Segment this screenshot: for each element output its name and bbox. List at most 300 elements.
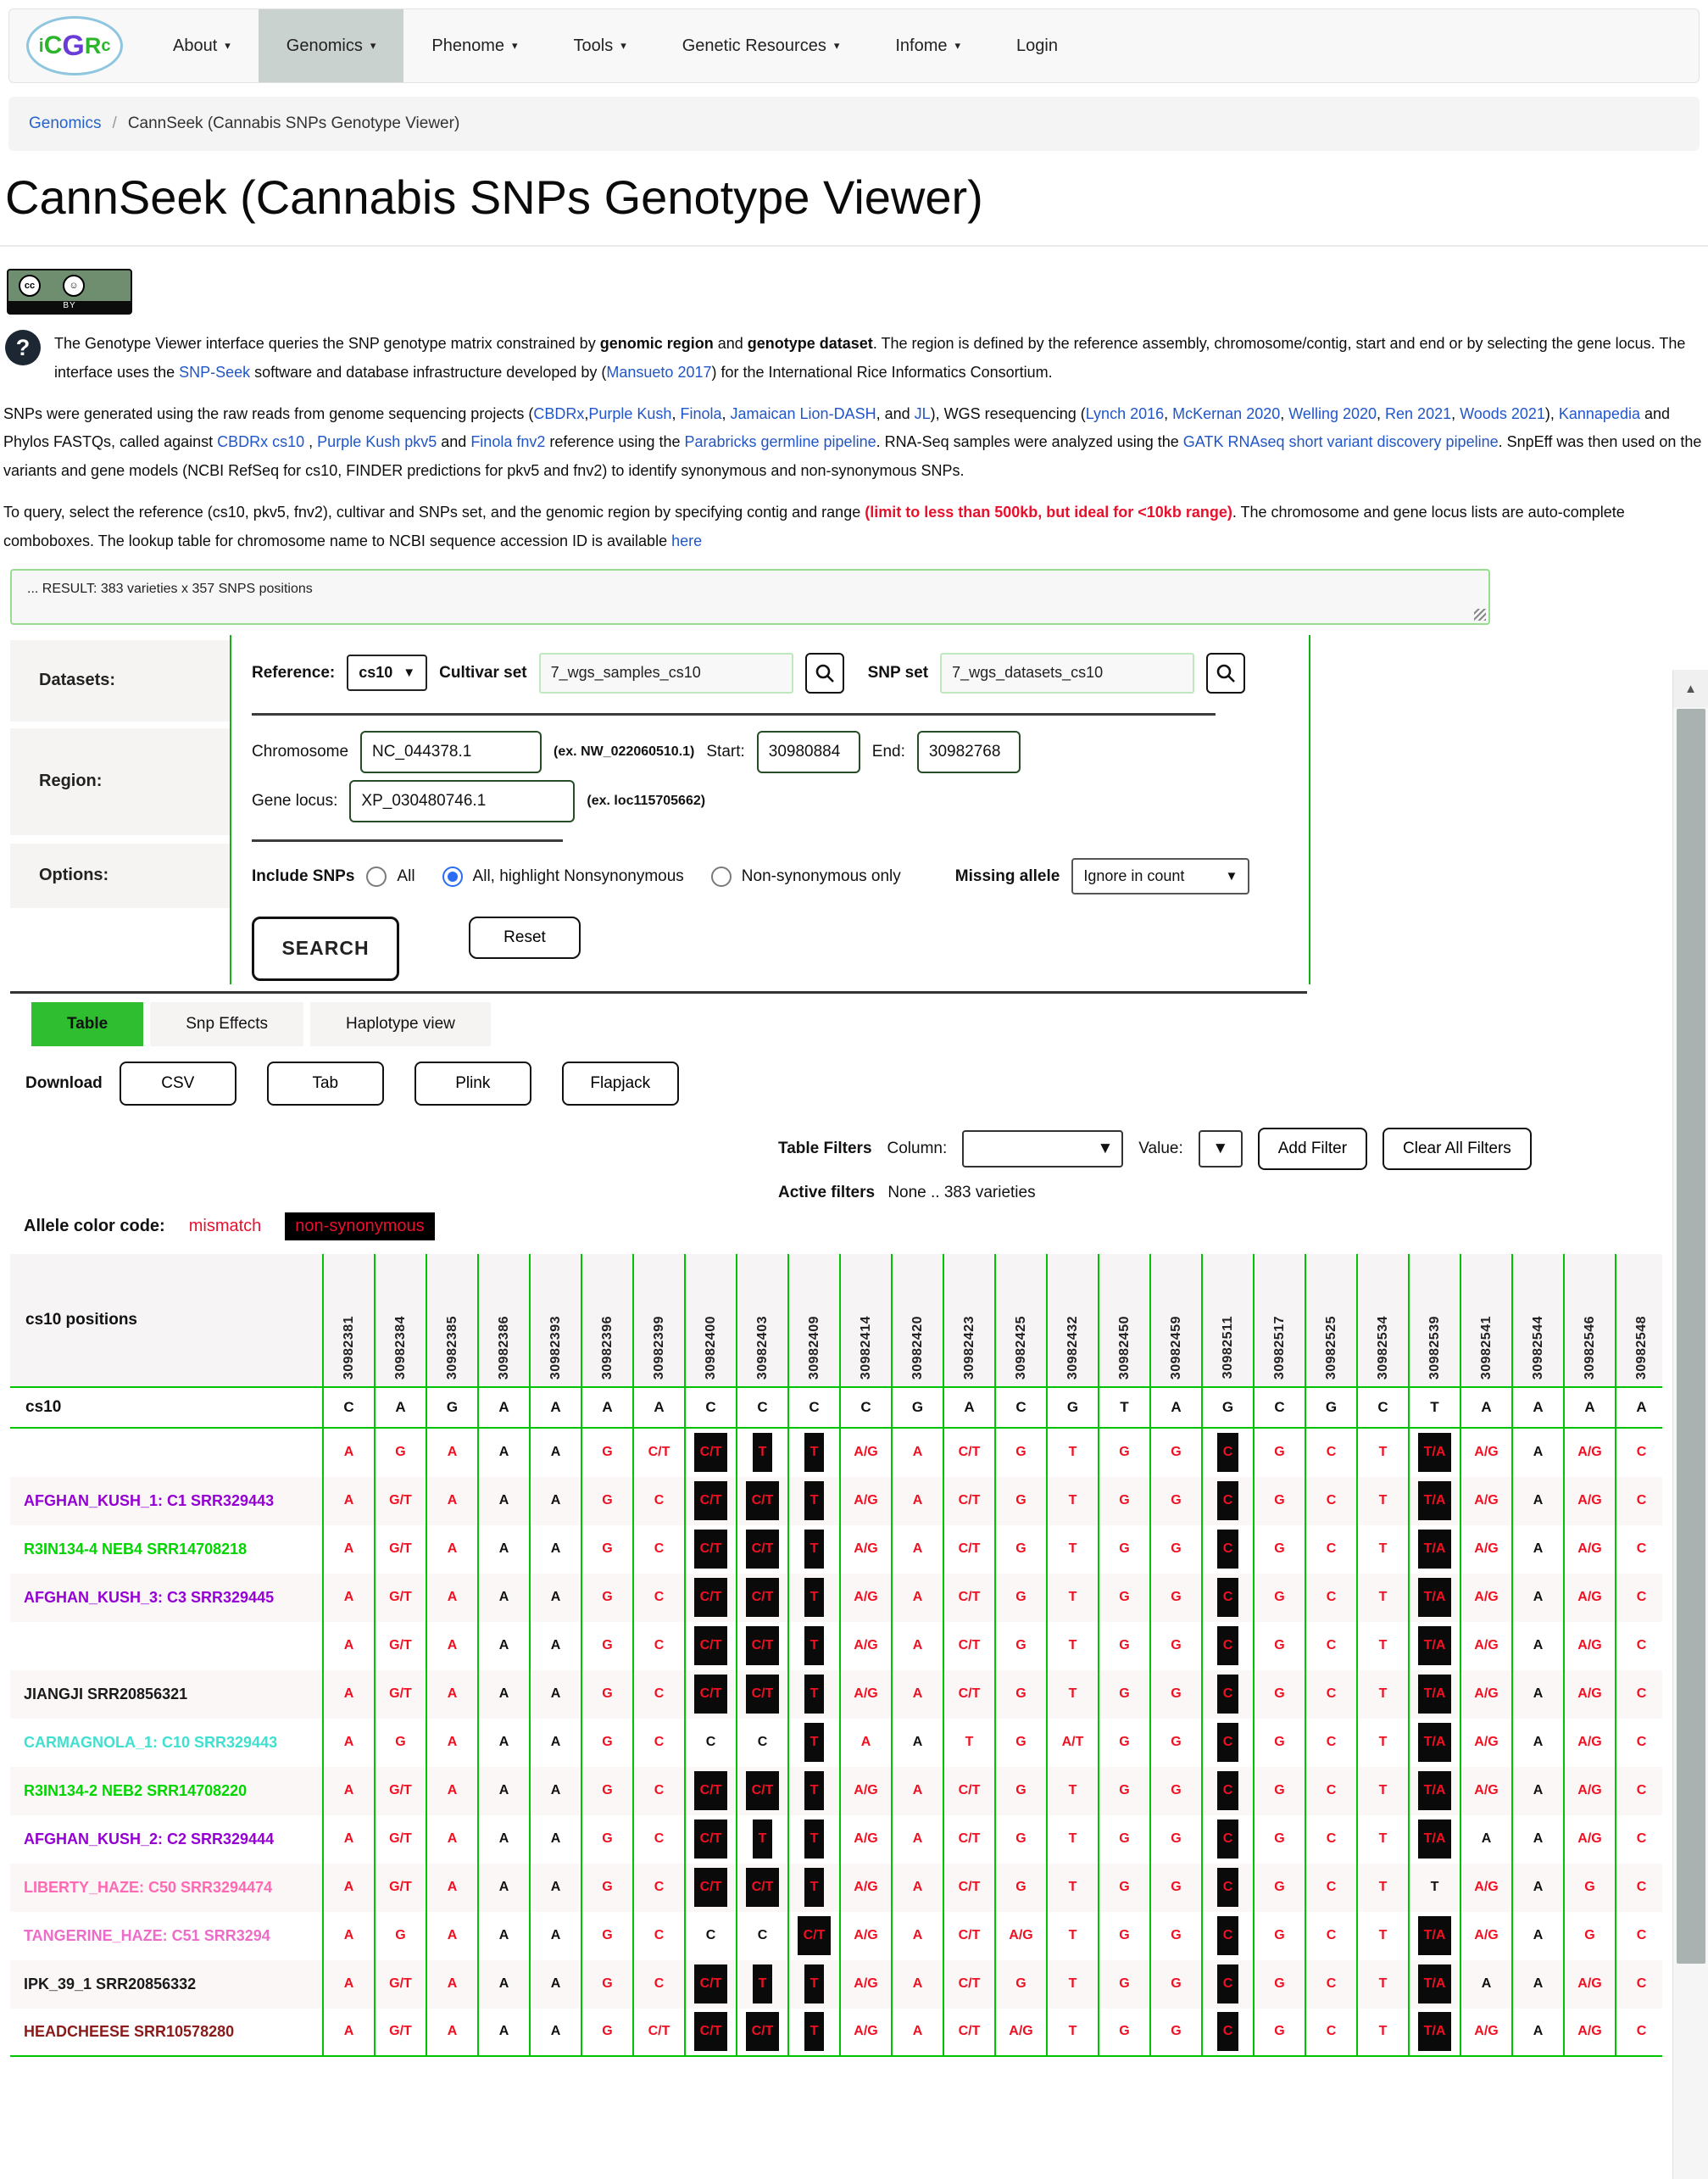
genotype-cell <box>787 1477 839 1525</box>
inline-link[interactable]: Ren 2021 <box>1385 404 1452 422</box>
gene-locus-input[interactable] <box>349 780 575 822</box>
genotype-cell: A <box>322 2009 374 2057</box>
genotype-cell: A <box>1511 1477 1563 1525</box>
genotype-cell: G <box>994 1429 1046 1477</box>
nav-item-login[interactable] <box>988 9 1086 82</box>
genotype-cell: A <box>1511 1622 1563 1670</box>
inline-link[interactable]: Lynch 2016 <box>1085 404 1165 422</box>
filter-value-select[interactable] <box>1199 1130 1243 1168</box>
nonsynonymous-allele: C/T <box>746 1626 780 1665</box>
add-filter-button[interactable]: Add Filter <box>1258 1128 1367 1170</box>
position-value: 30982450 <box>1116 1315 1132 1379</box>
genotype-cell: G <box>994 1574 1046 1622</box>
page-title: CannSeek (Cannabis SNPs Genotype Viewer) <box>5 170 983 224</box>
genotype-cell: G <box>1098 1864 1149 1912</box>
value-label: Value: <box>1138 1139 1183 1157</box>
chevron-down-icon: ▼ <box>1097 1139 1114 1157</box>
nav-item-about[interactable] <box>145 9 259 82</box>
cultivar-set-input[interactable] <box>539 653 793 694</box>
tab-table[interactable]: Table <box>31 1002 143 1046</box>
nav-item-infome[interactable] <box>867 9 988 82</box>
position-value: 30982385 <box>444 1315 459 1379</box>
genotype-cell: A/G <box>1460 1767 1511 1815</box>
vertical-scrollbar[interactable] <box>1672 670 1708 2179</box>
genotype-cell: A <box>477 1574 529 1622</box>
genotype-cell: C <box>632 1622 684 1670</box>
genotype-cell: A/G <box>994 2009 1046 2057</box>
genotype-cell: A <box>426 1574 477 1622</box>
missing-allele-label: Missing allele <box>954 867 1060 885</box>
intro-paragraph <box>3 330 1705 387</box>
nonsynonymous-allele: C/T <box>694 1964 728 2003</box>
reference-allele-cell: C <box>684 1388 736 1429</box>
inline-link[interactable]: Kannapedia <box>1558 404 1640 422</box>
variety-label <box>10 1622 322 1670</box>
position-value: 30982423 <box>961 1315 976 1379</box>
title-divider <box>0 245 1708 247</box>
genotype-cell: A/G <box>839 1622 891 1670</box>
nonsynonymous-allele: C <box>1217 1530 1239 1569</box>
breadcrumb-current-page: CannSeek (Cannabis SNPs Genotype Viewer) <box>127 114 460 132</box>
text-segment: , <box>304 433 318 451</box>
position-header <box>994 1254 1046 1388</box>
genotype-cell: G <box>1149 2009 1201 2057</box>
genotype-cell <box>684 1477 736 1525</box>
nonsynonymous-allele: C <box>1217 1433 1239 1472</box>
genotype-cell: C <box>632 1960 684 2009</box>
genotype-cell <box>1201 1960 1253 2009</box>
text-segment: genotype dataset <box>747 335 873 352</box>
text-segment: ), WGS resequencing ( <box>930 404 1086 422</box>
genotype-cell <box>1201 1767 1253 1815</box>
tab-haplotype-view[interactable]: Haplotype view <box>310 1002 491 1046</box>
genotype-cell <box>1408 1719 1460 1767</box>
cc-by-license-badge[interactable] <box>7 269 132 315</box>
nonsynonymous-allele: T/A <box>1418 1964 1452 2003</box>
view-tabs <box>31 1002 1708 1046</box>
genotype-cell <box>1201 2009 1253 2057</box>
genotype-cell: A <box>322 1719 374 1767</box>
genotype-cell: A/G <box>839 1574 891 1622</box>
genotype-cell: G <box>1098 1477 1149 1525</box>
genotype-cell <box>787 1429 839 1477</box>
genotype-cell: A/G <box>1563 1670 1615 1719</box>
download-plink-button[interactable]: Plink <box>414 1062 531 1106</box>
filter-column-select[interactable] <box>962 1130 1123 1168</box>
position-header <box>581 1254 632 1388</box>
reference-select[interactable]: cs10 ▼ <box>347 655 427 691</box>
download-csv-button[interactable]: CSV <box>120 1062 236 1106</box>
inline-link[interactable]: Welling 2020 <box>1288 404 1377 422</box>
genotype-cell: G <box>581 1815 632 1864</box>
position-header <box>1460 1254 1511 1388</box>
reference-allele-cell: G <box>1201 1388 1253 1429</box>
genotype-cell: C <box>1305 1574 1356 1622</box>
reset-button[interactable]: Reset <box>469 917 581 959</box>
genotype-cell <box>736 1429 787 1477</box>
nonsynonymous-allele: T <box>804 1964 825 2003</box>
genotype-cell: A/G <box>1460 1477 1511 1525</box>
position-header <box>684 1254 736 1388</box>
genotype-cell <box>1408 1670 1460 1719</box>
nav-item-label: Tools <box>573 36 614 55</box>
genotype-cell: A <box>529 1574 581 1622</box>
genotype-cell <box>787 1719 839 1767</box>
scrollbar-thumb[interactable] <box>1677 709 1705 1964</box>
genotype-cell: A <box>426 1767 477 1815</box>
position-header <box>1356 1254 1408 1388</box>
reference-allele-cell: A <box>1615 1388 1662 1429</box>
genotype-cell <box>787 1767 839 1815</box>
inline-link[interactable]: Woods 2021 <box>1460 404 1545 422</box>
genotype-cell: T <box>1046 1670 1098 1719</box>
genotype-table <box>10 1254 1662 2057</box>
genotype-cell: A/G <box>839 1864 891 1912</box>
genotype-cell: A/G <box>1563 1525 1615 1574</box>
genotype-cell: A/G <box>839 1670 891 1719</box>
text-segment: , <box>1377 404 1386 422</box>
start-label: Start: <box>706 742 745 761</box>
genotype-cell <box>736 1622 787 1670</box>
search-button[interactable]: SEARCH <box>252 917 399 981</box>
genotype-cell: A <box>322 1574 374 1622</box>
reference-allele-cell: C <box>1356 1388 1408 1429</box>
nonsynonymous-allele: C/T <box>746 1868 780 1907</box>
genotype-cell: T <box>1356 1429 1408 1477</box>
breadcrumb-genomics-link[interactable]: Genomics <box>29 114 102 132</box>
genotype-cell: A <box>426 1719 477 1767</box>
genotype-cell: A/T <box>1046 1719 1098 1767</box>
genotype-cell: G <box>581 1574 632 1622</box>
genotype-cell: A <box>529 1477 581 1525</box>
end-input[interactable] <box>917 731 1021 773</box>
genotype-cell: G <box>1098 1719 1149 1767</box>
text-segment: , and <box>876 404 915 422</box>
genotype-cell: T <box>1356 1767 1408 1815</box>
nonsynonymous-allele: T/A <box>1418 1433 1452 1472</box>
nav-item-phenome[interactable] <box>403 9 545 82</box>
nav-item-tools[interactable] <box>546 9 654 82</box>
position-header <box>1563 1254 1615 1388</box>
nonsynonymous-allele: T <box>804 1481 825 1520</box>
cultivar-search-button[interactable] <box>805 653 844 694</box>
genotype-cell: C <box>1615 1670 1662 1719</box>
nonsynonymous-allele: C/T <box>694 1578 728 1617</box>
position-header <box>943 1254 994 1388</box>
genotype-cell: A <box>322 1960 374 2009</box>
genotype-cell: C <box>1615 1960 1662 2009</box>
inline-link[interactable]: Mansueto 2017 <box>606 363 712 381</box>
inline-link[interactable]: SNP-Seek <box>179 363 251 381</box>
genotype-cell: G <box>581 1864 632 1912</box>
genotype-cell: G <box>581 1525 632 1574</box>
start-input[interactable] <box>757 731 860 773</box>
position-value: 30982548 <box>1633 1315 1649 1379</box>
snp-set-search-button[interactable] <box>1206 653 1245 694</box>
genotype-cell <box>1408 1912 1460 1960</box>
radio-all[interactable] <box>366 867 387 887</box>
genotype-cell <box>684 1574 736 1622</box>
genotype-cell: G <box>1253 2009 1305 2057</box>
snp-set-input[interactable] <box>940 653 1194 694</box>
inline-link[interactable]: CBDRx <box>533 404 585 422</box>
genotype-cell: A <box>1511 1912 1563 1960</box>
clear-all-filters-button[interactable]: Clear All Filters <box>1383 1128 1532 1170</box>
genotype-cell: C <box>632 1767 684 1815</box>
position-value: 30982539 <box>1427 1315 1442 1379</box>
help-icon: ? <box>5 330 41 365</box>
nonsynonymous-allele: C/T <box>694 1868 728 1907</box>
genotype-cell <box>787 1525 839 1574</box>
position-header <box>322 1254 374 1388</box>
genotype-cell: T <box>1356 1574 1408 1622</box>
genotype-cell: A <box>1511 1767 1563 1815</box>
nonsynonymous-allele: T <box>753 1433 773 1472</box>
genotype-cell: A <box>529 1864 581 1912</box>
genotype-cell: T <box>1356 1525 1408 1574</box>
genotype-cell: G/T <box>374 1525 426 1574</box>
genotype-cell: A <box>891 1912 943 1960</box>
genotype-cell <box>787 1670 839 1719</box>
inline-link[interactable]: GATK RNAseq short variant discovery pipeline <box>1182 433 1499 451</box>
genotype-cell: A <box>1460 1815 1511 1864</box>
genotype-cell: G <box>1149 1670 1201 1719</box>
nonsynonymous-allele: T <box>804 1626 825 1665</box>
search-icon <box>814 662 836 684</box>
genotype-cell <box>1408 1525 1460 1574</box>
genotype-cell: G <box>1098 1525 1149 1574</box>
top-navbar <box>8 8 1700 83</box>
position-value: 30982409 <box>806 1315 821 1379</box>
genotype-cell: G <box>581 1719 632 1767</box>
genotype-cell: A/G <box>1563 1477 1615 1525</box>
genotype-cell: G <box>1149 1719 1201 1767</box>
inline-link[interactable]: Parabricks germline pipeline <box>684 433 876 451</box>
result-textarea[interactable]: ... RESULT: 383 varieties x 357 SNPS positions <box>10 569 1490 625</box>
inline-link[interactable]: Purple Kush <box>588 404 672 422</box>
site-logo[interactable] <box>9 9 145 82</box>
genotype-cell <box>1408 1429 1460 1477</box>
genotype-cell: G/T <box>374 1767 426 1815</box>
text-segment: , <box>584 404 589 422</box>
datasets-section-label: Datasets: <box>10 640 230 722</box>
genotype-cell: G/T <box>374 2009 426 2057</box>
genotype-cell: A/G <box>1563 1429 1615 1477</box>
radio-non-synonymous-only[interactable] <box>711 867 732 887</box>
genotype-cell: G <box>581 1767 632 1815</box>
nonsynonymous-allele: T <box>753 1820 773 1859</box>
nonsynonymous-allele: C <box>1217 1578 1239 1617</box>
genotype-cell: A <box>477 1815 529 1864</box>
active-filters-value: None .. 383 varieties <box>887 1183 1036 1201</box>
nonsynonymous-allele: C/T <box>694 1626 728 1665</box>
nonsynonymous-allele: C <box>1217 1820 1239 1859</box>
genotype-cell: A <box>891 1864 943 1912</box>
nonsynonymous-allele: T <box>804 1723 825 1762</box>
nav-item-label: About <box>173 36 218 55</box>
genotype-cell: A <box>891 2009 943 2057</box>
nonsynonymous-allele: C/T <box>746 1675 780 1714</box>
genotype-cell: A <box>1511 1960 1563 2009</box>
nonsynonymous-allele: C <box>1217 1626 1239 1665</box>
missing-allele-select[interactable]: Ignore in count ▼ <box>1071 858 1249 894</box>
position-value: 30982420 <box>910 1315 925 1379</box>
genotype-cell: A <box>426 1912 477 1960</box>
text-segment: , <box>1280 404 1289 422</box>
download-flapjack-button[interactable]: Flapjack <box>562 1062 679 1106</box>
inline-link[interactable]: Purple Kush pkv5 <box>317 433 437 451</box>
genotype-cell: C <box>1615 1767 1662 1815</box>
genotype-cell: A <box>529 1670 581 1719</box>
nonsynonymous-allele: T <box>804 1433 825 1472</box>
genotype-cell: A <box>426 2009 477 2057</box>
scrollbar-up-arrow[interactable]: ▲ <box>1673 670 1708 707</box>
genotype-cell <box>684 1767 736 1815</box>
genotype-cell: A/G <box>839 1912 891 1960</box>
genotype-cell: C <box>684 1912 736 1960</box>
genotype-cell: A/G <box>1563 1815 1615 1864</box>
genotype-cell: G <box>1253 1670 1305 1719</box>
genotype-cell: G/T <box>374 1622 426 1670</box>
genotype-cell: A <box>529 1960 581 2009</box>
position-value: 30982525 <box>1323 1315 1338 1379</box>
nonsynonymous-allele: T <box>804 1771 825 1810</box>
genotype-cell: C <box>684 1719 736 1767</box>
genotype-cell: C <box>632 1719 684 1767</box>
inline-link[interactable]: Jamaican Lion-DASH <box>730 404 876 422</box>
position-value: 30982403 <box>754 1315 770 1379</box>
genotype-cell: C <box>1305 1670 1356 1719</box>
genotype-cell: A <box>322 1815 374 1864</box>
nonsynonymous-allele: C <box>1217 1481 1239 1520</box>
genotype-cell <box>736 1960 787 2009</box>
nonsynonymous-allele: T/A <box>1418 1481 1452 1520</box>
genotype-cell: G <box>581 1477 632 1525</box>
position-header <box>477 1254 529 1388</box>
genotype-cell: C/T <box>943 1622 994 1670</box>
genotype-cell: G <box>581 1960 632 2009</box>
variety-label: AFGHAN_KUSH_1: C1 SRR329443 <box>10 1477 322 1525</box>
genotype-cell: C/T <box>943 1670 994 1719</box>
reference-allele-cell: A <box>1511 1388 1563 1429</box>
genotype-cell: C <box>1305 1912 1356 1960</box>
reference-allele-cell: G <box>1305 1388 1356 1429</box>
reference-allele-cell: C <box>1253 1388 1305 1429</box>
inline-link[interactable]: Finola fnv2 <box>470 433 546 451</box>
nav-item-genomics[interactable] <box>259 9 404 82</box>
genotype-cell: C <box>1615 1429 1662 1477</box>
genotype-cell: G <box>1253 1622 1305 1670</box>
position-value: 30982384 <box>392 1315 408 1379</box>
reference-allele-cell: A <box>374 1388 426 1429</box>
genotype-cell: C <box>1305 1622 1356 1670</box>
radio-all-highlight-nonsynonymous[interactable] <box>442 867 463 887</box>
download-label: Download <box>25 1073 103 1092</box>
genotype-cell: A <box>322 1767 374 1815</box>
inline-link[interactable]: here <box>671 532 703 549</box>
genotype-cell <box>1408 1815 1460 1864</box>
genotype-cell: C/T <box>943 1525 994 1574</box>
reference-allele-cell: A <box>581 1388 632 1429</box>
inline-link[interactable]: JL <box>914 404 931 422</box>
chromosome-input[interactable] <box>360 731 542 773</box>
genotype-cell: A <box>1511 2009 1563 2057</box>
genotype-cell: G <box>1149 1767 1201 1815</box>
genotype-cell <box>787 1960 839 2009</box>
genotype-cell <box>684 1960 736 2009</box>
nonsynonymous-allele: T <box>804 1578 825 1617</box>
genotype-cell: A/G <box>1460 1670 1511 1719</box>
genotype-cell <box>1408 1767 1460 1815</box>
position-value: 30982414 <box>858 1315 873 1379</box>
genotype-cell: A <box>322 1525 374 1574</box>
genotype-cell: G <box>1253 1477 1305 1525</box>
genotype-cell: A <box>477 1477 529 1525</box>
genotype-cell: G <box>1253 1815 1305 1864</box>
genotype-cell: C/T <box>632 1429 684 1477</box>
genotype-cell: G <box>1149 1525 1201 1574</box>
genotype-cell: C <box>1615 1815 1662 1864</box>
text-segment: software and database infrastructure developed by ( <box>250 363 607 381</box>
genotype-cell: A <box>529 1525 581 1574</box>
genotype-cell: G <box>1253 1574 1305 1622</box>
variety-label: AFGHAN_KUSH_3: C3 SRR329445 <box>10 1574 322 1622</box>
cc-person-icon: ☺ <box>63 275 85 297</box>
inline-link[interactable]: CBDRx cs10 <box>217 433 305 451</box>
genotype-cell: G <box>1253 1912 1305 1960</box>
genotype-cell: G <box>994 1960 1046 2009</box>
genotype-cell: A/G <box>839 1960 891 2009</box>
genotype-cell: G <box>1098 1670 1149 1719</box>
chevron-down-icon: ▼ <box>403 666 416 681</box>
text-segment: , <box>1164 404 1173 422</box>
inline-link[interactable]: Finola <box>680 404 722 422</box>
genotype-cell: A/G <box>839 1429 891 1477</box>
chevron-down-icon: ▾ <box>833 39 840 52</box>
text-segment: . The region is defined by the reference assembly, chromosome/contig, start and end or by selecting the gene locus. The interface uses the <box>54 335 1686 381</box>
genotype-cell: T <box>1046 1767 1098 1815</box>
download-tab-button[interactable]: Tab <box>267 1062 384 1106</box>
genotype-cell: A <box>1511 1719 1563 1767</box>
nonsynonymous-allele: T <box>804 1820 825 1859</box>
genotype-cell: C <box>632 1912 684 1960</box>
variety-label: LIBERTY_HAZE: C50 SRR3294474 <box>10 1864 322 1912</box>
genotype-cell: T <box>1356 1670 1408 1719</box>
genotype-cell: A <box>891 1574 943 1622</box>
download-row <box>25 1062 1708 1106</box>
chevron-down-icon: ▾ <box>620 39 626 52</box>
genotype-cell: T <box>1046 1574 1098 1622</box>
genotype-cell: G <box>1253 1767 1305 1815</box>
tab-snp-effects[interactable]: Snp Effects <box>150 1002 303 1046</box>
nav-item-genetic-resources[interactable] <box>654 9 868 82</box>
nav-item-label: Genomics <box>286 36 363 55</box>
genotype-cell: A/G <box>1563 1622 1615 1670</box>
position-value: 30982425 <box>1013 1315 1028 1379</box>
genotype-cell: C/T <box>943 1429 994 1477</box>
text-segment: reference using the <box>545 433 685 451</box>
position-value: 30982459 <box>1168 1315 1183 1379</box>
genotype-cell: A/G <box>839 1815 891 1864</box>
nonsynonymous-allele: T/A <box>1418 1723 1452 1762</box>
genotype-cell: A <box>529 1815 581 1864</box>
genotype-cell: T <box>1046 1912 1098 1960</box>
genotype-cell: G <box>994 1864 1046 1912</box>
genotype-cell: A <box>477 1670 529 1719</box>
inline-link[interactable]: McKernan 2020 <box>1172 404 1281 422</box>
genotype-cell: T <box>1356 2009 1408 2057</box>
genotype-cell: C <box>1305 1864 1356 1912</box>
